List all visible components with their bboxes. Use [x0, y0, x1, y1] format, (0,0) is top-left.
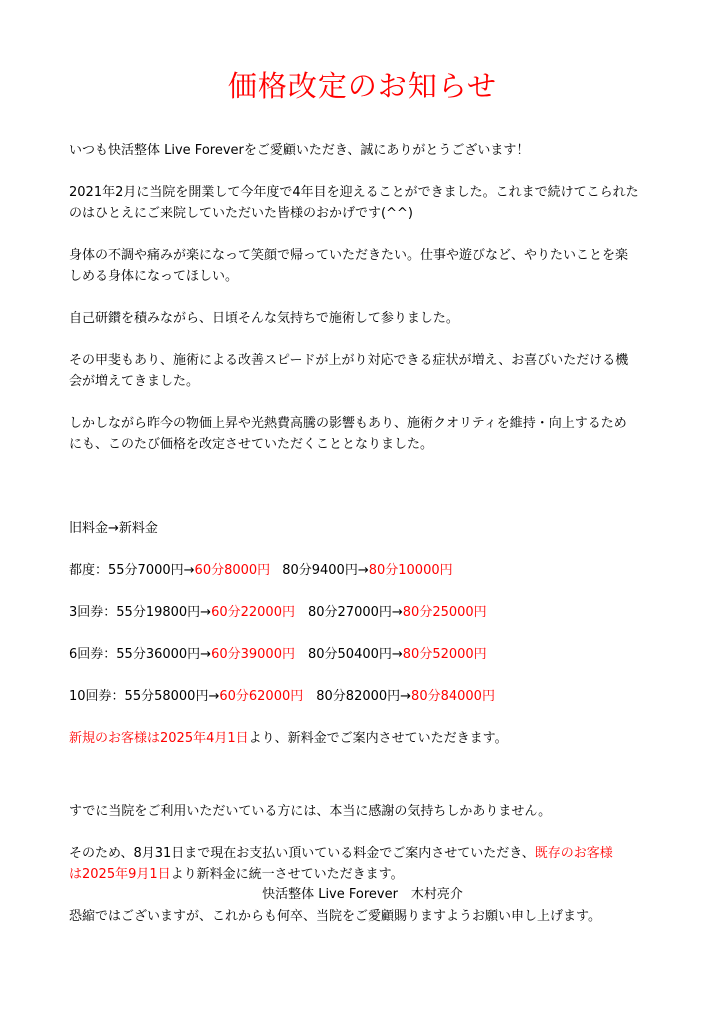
pricing-header: 旧料金→新料金	[69, 521, 158, 536]
existing-customer-line-1	[69, 843, 659, 864]
new-price-80: 80分84000円	[411, 689, 495, 704]
paragraph-reason-line-1: しかしながら昨今の物価上昇や光熱費高騰の影響もあり、施術クオリティを維持・向上するため	[69, 416, 627, 431]
paragraph-improvement-line-2: 会が増えてきました。	[69, 374, 200, 389]
new-customer-date: 新規のお客様は2025年4月1日	[69, 731, 249, 746]
thanks-paragraph: すでに当院をご利用いただいている方には、本当に感謝の気持ちしかありません。	[69, 804, 552, 819]
price-row-label: 10回券：	[69, 689, 125, 704]
new-price-60: 60分8000円	[194, 563, 271, 578]
greeting-paragraph: いつも快活整体 Live Foreverをご愛顧いただき、誠にありがとうございます！	[69, 143, 530, 158]
paragraph-wish-line-2: しめる身体になってほしい。	[69, 269, 239, 284]
price-row	[69, 602, 659, 623]
new-price-80: 80分10000円	[368, 563, 453, 578]
existing-customer-line-2	[69, 864, 659, 885]
old-price-80: 80分9400円→	[282, 563, 369, 578]
new-customer-notice	[69, 728, 659, 749]
existing-customer-date: は2025年9月1日	[69, 867, 171, 882]
paragraph-reason-line-2: にも、このたび価格を改定させていただくこととなりました。	[69, 437, 434, 452]
price-row-label: 3回券：	[69, 605, 117, 620]
existing-customer-highlight: 既存のお客様	[534, 846, 613, 861]
notice-body	[69, 140, 659, 927]
signature: 快活整体 Live Forever 木村亮介	[262, 887, 463, 902]
page-title: 価格改定のお知らせ	[227, 69, 498, 103]
paragraph-opening-line-2: のはひとえにご来院していただいた皆様のおかげです(^^)	[69, 206, 413, 221]
old-price-55: 55分36000円→	[116, 647, 212, 662]
paragraph-opening-line-1: 2021年2月に当院を開業して今年度で4年目を迎えることができました。これまで続けてこられた	[69, 185, 639, 200]
new-price-80: 80分52000円	[402, 647, 487, 662]
old-price-55: 55分7000円→	[108, 563, 195, 578]
price-row	[69, 644, 659, 665]
new-price-60: 60分62000円	[219, 689, 304, 704]
price-row	[69, 560, 659, 581]
old-price-80: 80分50400円→	[307, 647, 403, 662]
closing-paragraph: 恐縮ではございますが、これからも何卒、当院をご愛顧賜りますようお願い申し上げます。	[69, 909, 601, 924]
new-price-80: 80分25000円	[402, 605, 487, 620]
price-row	[69, 686, 659, 707]
old-price-55: 55分19800円→	[116, 605, 212, 620]
old-price-80: 80分27000円→	[307, 605, 403, 620]
paragraph-improvement-line-1: その甲斐もあり、施術による改善スピードが上がり対応できる症状が増え、お喜びいただける機	[69, 353, 629, 368]
price-row-label: 6回券：	[69, 647, 117, 662]
paragraph-wish-line-1: 身体の不調や痛みが楽になって笑顔で帰っていただきたい。仕事や遊びなど、やりたいことを楽	[69, 248, 629, 263]
paragraph-self-study: 自己研鑚を積みながら、日頃そんな気持ちで施術して参りました。	[69, 311, 459, 326]
new-customer-text: より、新料金でご案内させていただきます。	[248, 731, 508, 746]
existing-customer-rest: より新料金に統一させていただきます。	[170, 867, 404, 882]
old-price-80: 80分82000円→	[316, 689, 412, 704]
old-price-55: 55分58000円→	[124, 689, 220, 704]
price-row-label: 都度：	[69, 563, 109, 578]
existing-customer-text: そのため、8月31日まで現在お支払い頂いている料金でご案内させていただき、	[69, 846, 535, 861]
new-price-60: 60分39000円	[211, 647, 295, 662]
new-price-60: 60分22000円	[211, 605, 295, 620]
